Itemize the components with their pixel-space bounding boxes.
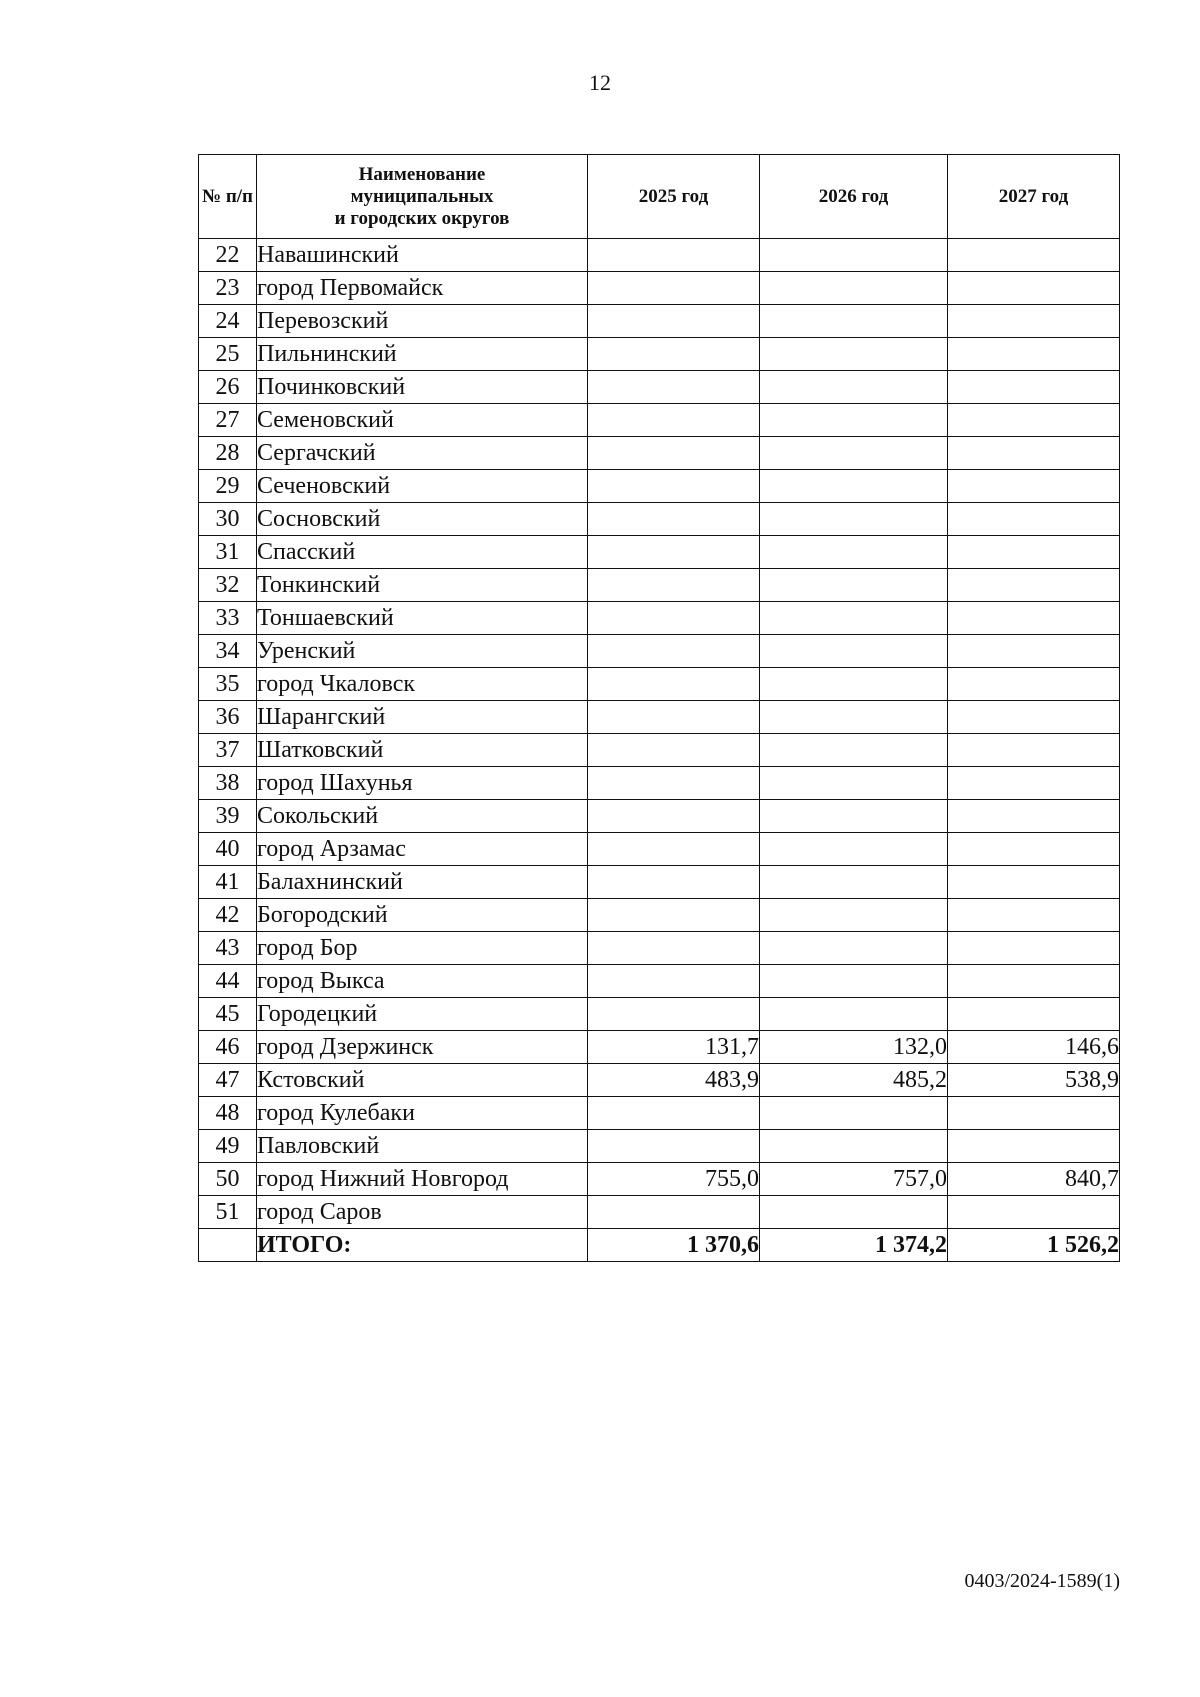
- table-row: [199, 998, 1120, 1031]
- cell-2025: [588, 569, 760, 602]
- cell-2026: [760, 602, 948, 635]
- cell-2025: 131,7: [588, 1031, 760, 1064]
- cell-number: 42: [199, 899, 257, 932]
- cell-2027: 1 526,2: [948, 1229, 1120, 1262]
- table-row: [199, 965, 1120, 998]
- cell-2027: [948, 734, 1120, 767]
- header-row: [199, 155, 1120, 239]
- cell-name: Спасский: [257, 536, 588, 569]
- table-body: [199, 239, 1120, 1262]
- table-row: [199, 635, 1120, 668]
- cell-name: Тоншаевский: [257, 602, 588, 635]
- cell-2027: [948, 668, 1120, 701]
- cell-name: город Шахунья: [257, 767, 588, 800]
- cell-number: 29: [199, 470, 257, 503]
- cell-2025: 755,0: [588, 1163, 760, 1196]
- cell-number: 36: [199, 701, 257, 734]
- cell-name: Кстовский: [257, 1064, 588, 1097]
- cell-2025: 483,9: [588, 1064, 760, 1097]
- cell-2025: [588, 899, 760, 932]
- cell-number: 35: [199, 668, 257, 701]
- cell-number: 45: [199, 998, 257, 1031]
- cell-2025: [588, 536, 760, 569]
- cell-2027: [948, 833, 1120, 866]
- table-row: [199, 338, 1120, 371]
- cell-number: 32: [199, 569, 257, 602]
- cell-2026: [760, 470, 948, 503]
- header-name: [257, 155, 588, 239]
- cell-number: 38: [199, 767, 257, 800]
- header-name-line: Наименование: [358, 163, 486, 185]
- table-row: [199, 800, 1120, 833]
- cell-name: Шатковский: [257, 734, 588, 767]
- table-row: [199, 602, 1120, 635]
- cell-2027: [948, 371, 1120, 404]
- page-number: 12: [589, 70, 611, 95]
- cell-2027: [948, 866, 1120, 899]
- cell-2026: [760, 1196, 948, 1229]
- cell-2027: [948, 932, 1120, 965]
- cell-number: 48: [199, 1097, 257, 1130]
- cell-2027: [948, 1196, 1120, 1229]
- cell-2025: [588, 371, 760, 404]
- cell-2026: [760, 338, 948, 371]
- cell-number: 40: [199, 833, 257, 866]
- cell-2026: [760, 701, 948, 734]
- cell-2026: [760, 569, 948, 602]
- cell-2027: [948, 536, 1120, 569]
- header-name-line: муниципальных: [350, 185, 494, 207]
- cell-2025: [588, 998, 760, 1031]
- cell-2027: [948, 1097, 1120, 1130]
- document-code: 0403/2024-1589(1): [964, 1570, 1120, 1592]
- cell-number: 39: [199, 800, 257, 833]
- header-2025: 2025 год: [588, 155, 760, 239]
- cell-2026: [760, 536, 948, 569]
- cell-2026: 485,2: [760, 1064, 948, 1097]
- cell-2026: [760, 404, 948, 437]
- cell-name: Сергачский: [257, 437, 588, 470]
- table-row: [199, 833, 1120, 866]
- table-row: [199, 536, 1120, 569]
- cell-2027: 538,9: [948, 1064, 1120, 1097]
- cell-name: город Чкаловск: [257, 668, 588, 701]
- cell-name: Сокольский: [257, 800, 588, 833]
- table-row: [199, 305, 1120, 338]
- cell-2026: [760, 305, 948, 338]
- cell-name: город Нижний Новгород: [257, 1163, 588, 1196]
- cell-2025: [588, 1196, 760, 1229]
- cell-2025: [588, 503, 760, 536]
- cell-number: [199, 1229, 257, 1262]
- cell-2025: [588, 965, 760, 998]
- cell-2025: [588, 668, 760, 701]
- table-row: [199, 470, 1120, 503]
- cell-2025: [588, 833, 760, 866]
- cell-name: ИТОГО:: [257, 1229, 588, 1262]
- cell-2027: [948, 767, 1120, 800]
- cell-name: Семеновский: [257, 404, 588, 437]
- cell-2027: [948, 272, 1120, 305]
- cell-2027: [948, 1130, 1120, 1163]
- table-row: [199, 899, 1120, 932]
- cell-number: 27: [199, 404, 257, 437]
- table-row: [199, 767, 1120, 800]
- table-row: [199, 371, 1120, 404]
- table-row: [199, 1064, 1120, 1097]
- cell-2025: [588, 437, 760, 470]
- cell-name: Тонкинский: [257, 569, 588, 602]
- cell-name: Павловский: [257, 1130, 588, 1163]
- cell-name: город Арзамас: [257, 833, 588, 866]
- cell-2025: 1 370,6: [588, 1229, 760, 1262]
- cell-2026: [760, 932, 948, 965]
- cell-name: Балахнинский: [257, 866, 588, 899]
- cell-2027: [948, 800, 1120, 833]
- cell-number: 28: [199, 437, 257, 470]
- cell-number: 51: [199, 1196, 257, 1229]
- cell-number: 26: [199, 371, 257, 404]
- cell-number: 44: [199, 965, 257, 998]
- cell-2025: [588, 800, 760, 833]
- cell-2027: [948, 701, 1120, 734]
- cell-name: Пильнинский: [257, 338, 588, 371]
- cell-number: 46: [199, 1031, 257, 1064]
- cell-2027: [948, 239, 1120, 272]
- cell-2026: [760, 503, 948, 536]
- total-row: [199, 1229, 1120, 1262]
- municipalities-table: [198, 154, 1120, 1262]
- cell-name: Сосновский: [257, 503, 588, 536]
- cell-2025: [588, 470, 760, 503]
- cell-number: 23: [199, 272, 257, 305]
- cell-number: 41: [199, 866, 257, 899]
- cell-name: город Бор: [257, 932, 588, 965]
- table-row: [199, 932, 1120, 965]
- cell-2025: [588, 1097, 760, 1130]
- cell-number: 22: [199, 239, 257, 272]
- cell-2027: [948, 470, 1120, 503]
- header-2027: 2027 год: [948, 155, 1120, 239]
- table-row: [199, 1097, 1120, 1130]
- cell-2027: 146,6: [948, 1031, 1120, 1064]
- cell-name: Починковский: [257, 371, 588, 404]
- cell-2025: [588, 932, 760, 965]
- table-row: [199, 569, 1120, 602]
- cell-number: 37: [199, 734, 257, 767]
- cell-2027: [948, 305, 1120, 338]
- cell-2026: [760, 734, 948, 767]
- cell-2026: [760, 800, 948, 833]
- cell-number: 49: [199, 1130, 257, 1163]
- cell-2026: [760, 668, 948, 701]
- cell-name: Перевозский: [257, 305, 588, 338]
- cell-2025: [588, 602, 760, 635]
- header-name-line: и городских округов: [334, 207, 510, 229]
- cell-2025: [588, 635, 760, 668]
- cell-2025: [588, 272, 760, 305]
- cell-number: 33: [199, 602, 257, 635]
- table-row: [199, 1130, 1120, 1163]
- cell-2026: 757,0: [760, 1163, 948, 1196]
- cell-2027: [948, 965, 1120, 998]
- cell-2027: 840,7: [948, 1163, 1120, 1196]
- cell-name: город Саров: [257, 1196, 588, 1229]
- cell-2027: [948, 998, 1120, 1031]
- cell-2025: [588, 701, 760, 734]
- cell-2025: [588, 239, 760, 272]
- cell-2026: [760, 767, 948, 800]
- cell-name: Шарангский: [257, 701, 588, 734]
- cell-2026: [760, 998, 948, 1031]
- cell-2026: [760, 965, 948, 998]
- cell-name: город Дзержинск: [257, 1031, 588, 1064]
- cell-number: 50: [199, 1163, 257, 1196]
- table-row: [199, 668, 1120, 701]
- table-row: [199, 404, 1120, 437]
- table-row: [199, 1163, 1120, 1196]
- cell-2026: [760, 1130, 948, 1163]
- table-row: [199, 866, 1120, 899]
- cell-2027: [948, 404, 1120, 437]
- cell-2026: [760, 371, 948, 404]
- table-row: [199, 701, 1120, 734]
- cell-2026: [760, 899, 948, 932]
- cell-2025: [588, 404, 760, 437]
- table-row: [199, 1196, 1120, 1229]
- cell-number: 47: [199, 1064, 257, 1097]
- cell-2025: [588, 338, 760, 371]
- cell-2027: [948, 437, 1120, 470]
- cell-2027: [948, 569, 1120, 602]
- cell-2027: [948, 503, 1120, 536]
- cell-2026: [760, 1097, 948, 1130]
- cell-2025: [588, 305, 760, 338]
- table-row: [199, 503, 1120, 536]
- cell-name: Городецкий: [257, 998, 588, 1031]
- cell-2026: [760, 635, 948, 668]
- cell-name: Уренский: [257, 635, 588, 668]
- table-header: [199, 155, 1120, 239]
- cell-2025: [588, 1130, 760, 1163]
- table-row: [199, 1031, 1120, 1064]
- cell-name: город Первомайск: [257, 272, 588, 305]
- cell-name: Навашинский: [257, 239, 588, 272]
- cell-number: 25: [199, 338, 257, 371]
- table-row: [199, 734, 1120, 767]
- cell-2025: [588, 734, 760, 767]
- cell-2027: [948, 602, 1120, 635]
- cell-2025: [588, 767, 760, 800]
- cell-2025: [588, 866, 760, 899]
- cell-number: 24: [199, 305, 257, 338]
- cell-name: город Выкса: [257, 965, 588, 998]
- cell-name: Сеченовский: [257, 470, 588, 503]
- cell-2026: [760, 239, 948, 272]
- cell-2027: [948, 899, 1120, 932]
- cell-2026: 1 374,2: [760, 1229, 948, 1262]
- cell-number: 31: [199, 536, 257, 569]
- cell-number: 34: [199, 635, 257, 668]
- cell-number: 30: [199, 503, 257, 536]
- header-2026: 2026 год: [760, 155, 948, 239]
- cell-2027: [948, 338, 1120, 371]
- cell-2026: [760, 272, 948, 305]
- header-num: № п/п: [199, 155, 257, 239]
- cell-2027: [948, 635, 1120, 668]
- cell-2026: 132,0: [760, 1031, 948, 1064]
- cell-name: город Кулебаки: [257, 1097, 588, 1130]
- cell-name: Богородский: [257, 899, 588, 932]
- table-row: [199, 239, 1120, 272]
- cell-2026: [760, 437, 948, 470]
- cell-2026: [760, 866, 948, 899]
- cell-2026: [760, 833, 948, 866]
- table-row: [199, 272, 1120, 305]
- table-row: [199, 437, 1120, 470]
- cell-number: 43: [199, 932, 257, 965]
